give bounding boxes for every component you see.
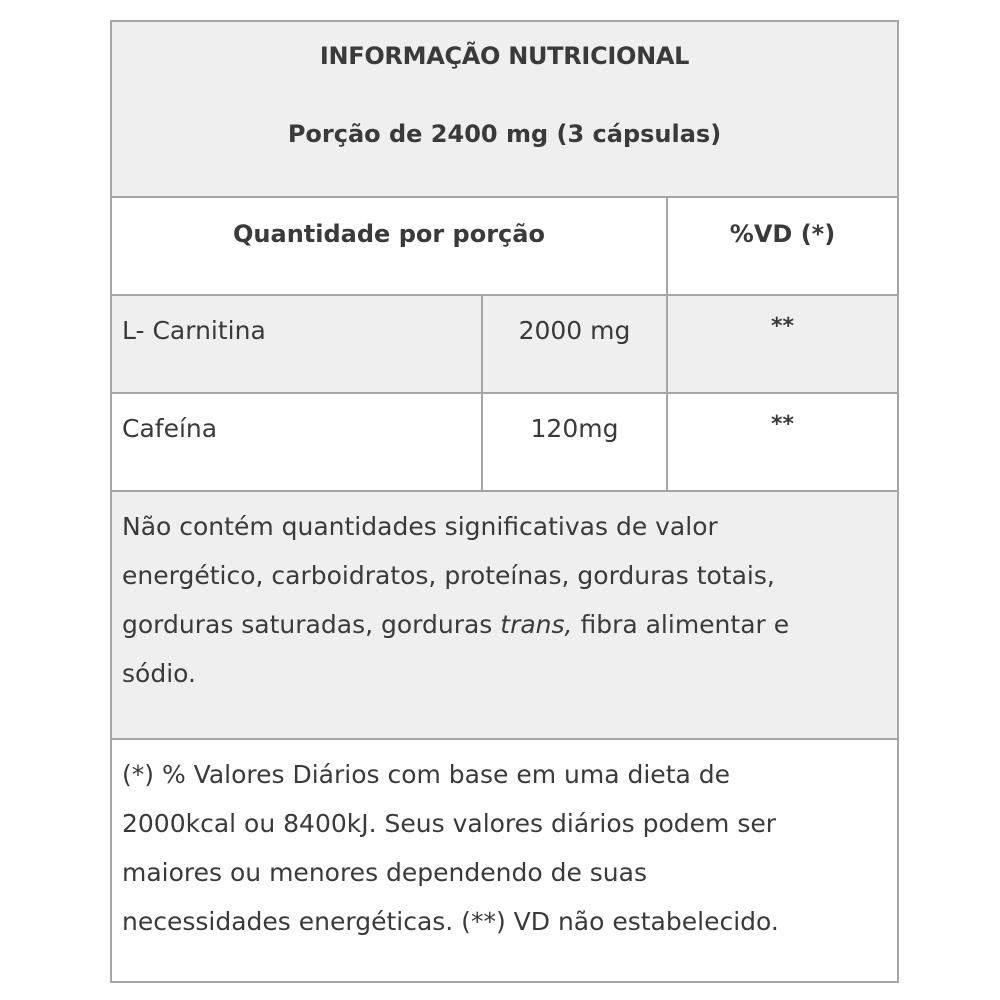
nutrient-vd: **	[770, 412, 794, 437]
note-text: gorduras saturadas, gorduras	[122, 610, 501, 639]
footnote-paragraph	[122, 750, 877, 946]
nutrient-vd: **	[770, 314, 794, 339]
table-row-amount-cell	[483, 394, 668, 492]
nutrient-name: Cafeína	[122, 414, 218, 443]
table-row-amount-cell	[483, 296, 668, 394]
note-line	[122, 600, 877, 649]
table-row-name-cell	[112, 296, 483, 394]
table-row-vd-cell	[668, 296, 897, 394]
vd-column-header	[668, 198, 897, 296]
note-line: energético, carboidratos, proteínas, gorduras totais,	[122, 561, 775, 590]
footnote-line: necessidades energéticas. (**) VD não estabelecido.	[122, 907, 779, 936]
table-heading: INFORMAÇÃO NUTRICIONAL	[319, 42, 690, 70]
portion-size: Porção de 2400 mg (3 cápsulas)	[287, 120, 722, 148]
note-italic-text: trans,	[500, 610, 573, 639]
nutrient-name: L- Carnitina	[122, 316, 266, 345]
footnote-line: maiores ou menores dependendo de suas	[122, 858, 647, 887]
table-row-vd-cell	[668, 394, 897, 492]
nutrient-amount: 120mg	[530, 414, 619, 443]
quantity-column-header	[112, 198, 668, 296]
vd-header-label: %VD (*)	[729, 220, 836, 248]
footnote-line: (*) % Valores Diários com base em uma dieta de	[122, 760, 731, 789]
note-line: sódio.	[122, 659, 196, 688]
note-paragraph	[122, 502, 877, 698]
note-line: Não contém quantidades significativas de valor	[122, 512, 718, 541]
table-row-name-cell	[112, 394, 483, 492]
quantity-header-label: Quantidade por porção	[233, 220, 545, 248]
note-text: fibra alimentar e	[572, 610, 790, 639]
table-title-section	[112, 22, 897, 198]
footnote-line: 2000kcal ou 8400kJ. Seus valores diários podem ser	[122, 809, 777, 838]
insignificant-amounts-note	[112, 492, 897, 740]
nutrient-amount: 2000 mg	[518, 316, 631, 345]
daily-values-footnote	[112, 740, 897, 981]
nutrition-facts-table	[110, 20, 899, 983]
